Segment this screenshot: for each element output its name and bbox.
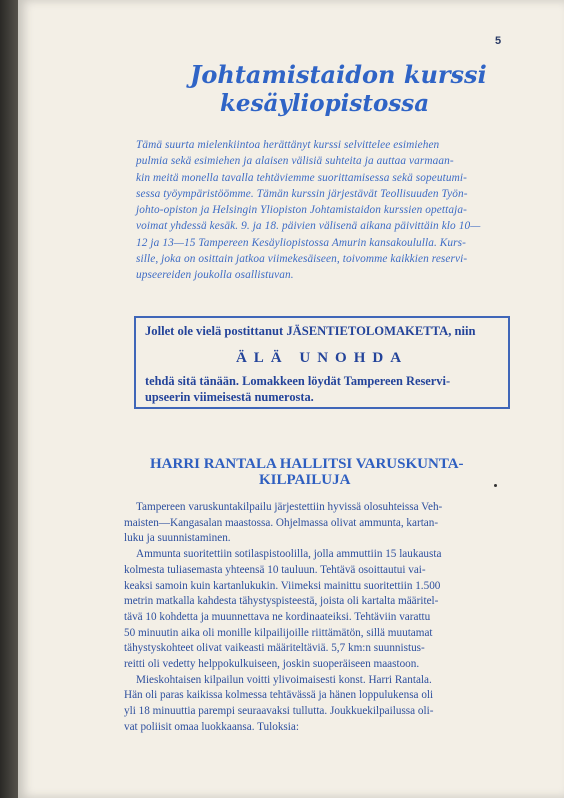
article-line: Mieskohtaisen kilpailun voitti ylivoimaisesti konst. Harri Rantala. xyxy=(136,673,432,686)
article-line: luku ja suunnistaminen. xyxy=(124,532,231,545)
article-line: Ammunta suoritettiin sotilaspistoolilla, jolla ammuttiin 15 laukausta xyxy=(136,548,442,561)
intro-line: sessa työympäristöömme. Tämän kurssin järjestävät Teollisuuden Työn- xyxy=(136,187,468,200)
membership-form-notice xyxy=(134,316,510,409)
intro-line: sille, joka on osittain jatkoa viimekesäiseen, toivomme kaikkien reservi- xyxy=(136,253,468,266)
article-title-line2: kesäyliopistossa xyxy=(220,90,430,117)
article-body xyxy=(124,500,506,736)
article-line: reitti oli vedetty helppokulkuiseen, joskin suoperäiseen maastoon. xyxy=(124,658,420,671)
article-line: maisten—Kangasalan maastossa. Ohjelmassa olivat ammunta, kartan- xyxy=(124,516,439,529)
article-line: kolmesta tuliasemasta yhteensä 10 tauluun. Tehtävä osoittautui vai- xyxy=(124,563,426,576)
article-line: Hän oli paras kaikissa kolmessa tehtävässä ja hänen loppulukensa oli xyxy=(124,689,434,702)
speck-mark xyxy=(494,484,497,487)
article-line: Tampereen varuskuntakilpailu järjestettiin hyvissä olosuhteissa Veh- xyxy=(136,501,443,513)
notice-line: upseerin viimeisestä numerosta. xyxy=(145,390,314,404)
article-line: keaksi samoin kuin kartanlukukin. Viimeksi mainittu suoritettiin 1.500 xyxy=(124,579,441,592)
intro-line: Tämä suurta mielenkiintoa herättänyt kurssi selvittelee esimiehen xyxy=(136,139,440,151)
intro-line: 12 ja 13—15 Tampereen Kesäyliopistossa Amurin kansakoululla. Kurs- xyxy=(136,236,467,249)
notice-line: tehdä sitä tänään. Lomakkeen löydät Tampereen Reservi- xyxy=(145,374,451,388)
intro-paragraph xyxy=(136,137,506,284)
article-line: tähystyskohteet olivat vaikeasti määriteltäviä. 5,7 km:n suunnistus- xyxy=(124,642,425,655)
article-heading-line1: HARRI RANTALA HALLITSI VARUSKUNTA- xyxy=(150,456,464,472)
intro-line: kin meitä monella tavalla tehtäviemme suorittamisessa sekä sopeutumi- xyxy=(136,171,468,184)
article-heading-line2: KILPAILUJA xyxy=(259,472,351,488)
article-line: metrin matkalla kahdesta tähystyspisteestä, joista oli kartalta määritel- xyxy=(124,595,439,608)
notice-emphasis: ÄLÄ UNOHDA xyxy=(235,350,409,366)
article-line: vat poliisit omaa luokkaansa. Tuloksia: xyxy=(124,720,299,733)
intro-line: voimat yhdessä kesäk. 9. ja 18. päivien välisenä aikana päivittäin klo 10— xyxy=(136,220,481,233)
article-line: tävä 10 kohdetta ja muunnettava ne kordinaateiksi. Tehtäviin varattu xyxy=(124,610,431,623)
article-line: yli 18 minuuttia parempi seuraavaksi tullutta. Joukkuekilpailussa oli- xyxy=(124,705,434,718)
magazine-page xyxy=(18,0,564,798)
intro-line: johto-opiston ja Helsingin Yliopiston Johtamistaidon kurssien opettaja- xyxy=(136,204,467,217)
notice-line: Jollet ole vielä postittanut JÄSENTIETOLOMAKETTA, niin xyxy=(145,324,476,338)
intro-line: pulmia sekä esimiehen ja alaisen välisiä suhteita ja auttaa varmaan- xyxy=(136,155,454,168)
intro-line: upseereiden joukolla osallistuvan. xyxy=(136,269,294,282)
page-binding xyxy=(0,0,18,798)
article-line: 50 minuutin aika oli monille kilpailijoille riittämätön, sillä muutamat xyxy=(124,626,433,639)
article-title-line1: Johtamistaidon kurssi xyxy=(190,60,487,89)
page-number: 5 xyxy=(495,35,502,47)
